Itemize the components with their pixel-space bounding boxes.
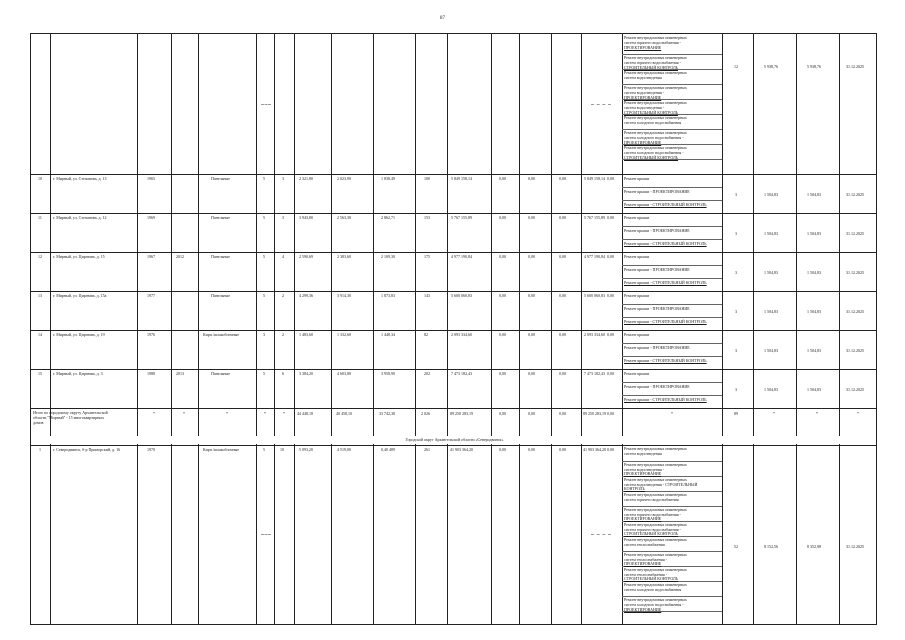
work-line: Ремонт внутридомовых инженерных bbox=[624, 492, 687, 497]
total-dash: * bbox=[857, 411, 859, 416]
work-line: ПРОЕКТИРОВАНИЕ bbox=[624, 471, 662, 476]
row-entrances: 2 bbox=[282, 332, 284, 337]
work-count: 3 bbox=[735, 309, 737, 314]
row-cost: 0,00 bbox=[559, 293, 566, 298]
row-area-total: 5 093,20 bbox=[299, 447, 313, 452]
deadline-date: 31.12.2025 bbox=[846, 544, 864, 549]
row-entrances: 3 bbox=[282, 176, 284, 181]
row-line bbox=[31, 252, 877, 253]
row-cost: 7 473 182,43 bbox=[584, 371, 605, 376]
work-line: Ремонт внутридомовых инженерных bbox=[624, 115, 687, 120]
work-separator bbox=[622, 200, 722, 201]
work-line: Ремонт крыши bbox=[624, 371, 650, 376]
row-floors: 5 bbox=[263, 254, 265, 259]
rate-value: 8 352,98 bbox=[807, 544, 821, 549]
work-line: систем водоотведения - bbox=[624, 467, 665, 472]
row-line bbox=[31, 330, 877, 331]
total-cost-total: 89 250 283,19 bbox=[450, 411, 473, 416]
total-label: области "Мирный" - 15 многоквартирных bbox=[33, 415, 105, 420]
row-year: 1967 bbox=[147, 254, 155, 259]
row-cost: 0,00 bbox=[528, 293, 535, 298]
row-line bbox=[31, 174, 877, 175]
row-cost-total: 4 977 190,84 bbox=[451, 254, 472, 259]
work-separator bbox=[622, 187, 722, 188]
col-line bbox=[447, 34, 448, 624]
work-line: систем водоотведения - bbox=[624, 90, 665, 95]
row-address: г. Мирный, ул. Циргвава, д. 19 bbox=[53, 332, 105, 337]
row-cost: 0,00 bbox=[559, 215, 566, 220]
row-area-living: 2 023,90 bbox=[337, 176, 351, 181]
col-line bbox=[753, 34, 754, 624]
total-cost: 0,00 bbox=[607, 411, 614, 416]
deadline-date: 31.12.2025 bbox=[846, 309, 864, 314]
row-address: г. Мирный, ул. Циргвава, д. 15а bbox=[53, 293, 107, 298]
row-line bbox=[31, 408, 877, 409]
row-number: 12 bbox=[38, 254, 42, 259]
row-cost: 0,00 bbox=[607, 371, 614, 376]
row-cost-total: 2 093 334,60 bbox=[451, 332, 472, 337]
row-residents: 153 bbox=[424, 215, 430, 220]
row-residents: 175 bbox=[424, 254, 430, 259]
work-line: ПРОЕКТИРОВАНИЕ bbox=[624, 140, 662, 145]
row-entrances: 3 bbox=[282, 215, 284, 220]
row-year: 1976 bbox=[147, 332, 155, 337]
row-cost: 0,00 bbox=[607, 176, 614, 181]
row-cost: 0,00 bbox=[559, 332, 566, 337]
row-cost: 0,00 bbox=[607, 447, 614, 452]
row-area-living: 3 914,30 bbox=[337, 293, 351, 298]
row-year: 1977 bbox=[147, 293, 155, 298]
work-line: Ремонт внутридомовых инженерных bbox=[624, 477, 687, 482]
total-dash: * bbox=[283, 411, 285, 416]
work-line: СТРОИТЕЛЬНЫЙ КОНТРОЛЬ bbox=[624, 110, 679, 115]
row-cost-total: 41 903 364,20 bbox=[450, 447, 473, 452]
row-material: Панельные bbox=[211, 371, 231, 376]
work-line: Ремонт внутридомовых инженерных bbox=[624, 85, 687, 90]
work-line: систем теплоснабжения - bbox=[624, 557, 668, 562]
work-line: Ремонт крыши - СТРОИТЕЛЬНЫЙ КОНТРОЛЬ bbox=[624, 241, 707, 246]
work-line: Ремонт внутридомовых инженерных bbox=[624, 597, 687, 602]
work-line: СТРОИТЕЛЬНЫЙ КОНТРОЛЬ bbox=[624, 65, 679, 70]
row-area-res: 3 958,90 bbox=[381, 371, 395, 376]
row-cost: 4 977 190,84 bbox=[584, 254, 605, 259]
work-line: Ремонт внутридомовых инженерных bbox=[624, 130, 687, 135]
blank-mark bbox=[591, 104, 611, 105]
row-cost: 0,00 bbox=[499, 293, 506, 298]
work-line: Ремонт крыши - СТРОИТЕЛЬНЫЙ КОНТРОЛЬ bbox=[624, 202, 707, 207]
work-count: 3 bbox=[735, 231, 737, 236]
row-residents: 100 bbox=[424, 176, 430, 181]
work-line: ПРОЕКТИРОВАНИЕ bbox=[624, 607, 662, 612]
col-line bbox=[551, 34, 552, 624]
total-cost: 0,00 bbox=[559, 411, 566, 416]
work-line: Ремонт внутридомовых инженерных bbox=[624, 55, 687, 60]
work-line: Ремонт внутридомовых инженерных bbox=[624, 582, 687, 587]
row-address: г. Северодвинск, б-р Приморский, д. 16 bbox=[53, 447, 121, 452]
total-dash: * bbox=[671, 411, 673, 416]
total-work-count: 89 bbox=[734, 411, 738, 416]
col-line bbox=[294, 34, 295, 624]
work-separator bbox=[622, 239, 722, 240]
row-cost: 0,00 bbox=[528, 332, 535, 337]
row-material: Панельные bbox=[211, 176, 231, 181]
row-cost: 0,00 bbox=[499, 332, 506, 337]
work-line: СТРОИТЕЛЬНЫЙ КОНТРОЛЬ bbox=[624, 531, 679, 536]
row-area-total: 2 321,80 bbox=[299, 176, 313, 181]
work-line: Ремонт крыши bbox=[624, 332, 650, 337]
total-area-total: 44 448,18 bbox=[297, 411, 313, 416]
work-line: систем горячего водоснабжения - bbox=[624, 40, 681, 45]
work-line: Ремонт крыши - СТРОИТЕЛЬНЫЙ КОНТРОЛЬ bbox=[624, 319, 707, 324]
work-line: Ремонт внутридомовых инженерных bbox=[624, 522, 687, 527]
col-line bbox=[581, 34, 582, 624]
work-line: Ремонт крыши bbox=[624, 215, 650, 220]
total-cost: 89 250 283,19 bbox=[583, 411, 606, 416]
work-line: Ремонт крыши - ПРОЕКТИРОВАНИЕ bbox=[624, 267, 690, 272]
row-floors: 5 bbox=[263, 447, 265, 452]
row-line bbox=[31, 291, 877, 292]
row-year: 1988 bbox=[147, 371, 155, 376]
work-line: ПРОЕКТИРОВАНИЕ bbox=[624, 516, 662, 521]
work-count: 3 bbox=[735, 387, 737, 392]
work-line: Ремонт крыши - ПРОЕКТИРОВАНИЕ bbox=[624, 384, 690, 389]
work-separator bbox=[622, 317, 722, 318]
row-cost-total: 5 767 155,89 bbox=[451, 215, 472, 220]
work-count: 3 bbox=[735, 348, 737, 353]
row-year: 1970 bbox=[147, 447, 155, 452]
total-cost: 0,00 bbox=[499, 411, 506, 416]
work-line: Ремонт крыши - ПРОЕКТИРОВАНИЕ bbox=[624, 228, 690, 233]
row-address: г. Мирный, ул. Степанова, д. 13 bbox=[53, 176, 107, 181]
row-number: 1 bbox=[39, 447, 41, 452]
row-area-res: 2 109,30 bbox=[381, 254, 395, 259]
row-cost: 0,00 bbox=[499, 371, 506, 376]
row-cost: 0,00 bbox=[607, 332, 614, 337]
row-cost-total: 7 473 182,43 bbox=[451, 371, 472, 376]
work-line: систем холодного водоснабжения - bbox=[624, 135, 684, 140]
work-line: систем холодного водоснабжения bbox=[624, 120, 682, 125]
work-line: систем горячего водоснабжения bbox=[624, 497, 679, 502]
work-count: 52 bbox=[734, 544, 738, 549]
row-year-repair: 2012 bbox=[176, 254, 184, 259]
work-separator bbox=[622, 395, 722, 396]
rate-value: 1 504,83 bbox=[764, 348, 778, 353]
row-residents: 202 bbox=[424, 371, 430, 376]
row-area-total: 1 483,60 bbox=[299, 332, 313, 337]
work-separator bbox=[622, 265, 722, 266]
row-area-living: 2 563,30 bbox=[337, 215, 351, 220]
deadline-date: 31.12.2025 bbox=[846, 348, 864, 353]
total-dash: * bbox=[773, 411, 775, 416]
work-line: систем холодного водоснабжения - bbox=[624, 602, 684, 607]
row-area-living: 2 383,60 bbox=[337, 254, 351, 259]
row-material: Кирп./шлакоблочные bbox=[203, 332, 240, 337]
row-entrances: 6 bbox=[282, 371, 284, 376]
row-year-repair: 2013 bbox=[176, 371, 184, 376]
row-cost: 0,00 bbox=[499, 176, 506, 181]
work-line: Ремонт крыши - СТРОИТЕЛЬНЫЙ КОНТРОЛЬ bbox=[624, 358, 707, 363]
row-material: Панельные bbox=[211, 215, 231, 220]
row-number: 13 bbox=[38, 293, 42, 298]
row-area-total: 3 384,20 bbox=[299, 371, 313, 376]
row-cost: 0,00 bbox=[528, 371, 535, 376]
col-line bbox=[171, 34, 172, 624]
row-cost: 2 093 334,60 bbox=[584, 332, 605, 337]
row-cost: 0,00 bbox=[607, 215, 614, 220]
work-line: Ремонт крыши bbox=[624, 293, 650, 298]
rate-value: 5 938,76 bbox=[764, 64, 778, 69]
blank-mark bbox=[591, 534, 611, 535]
total-dash: * bbox=[153, 411, 155, 416]
col-line bbox=[415, 34, 416, 624]
work-line: Ремонт внутридомовых инженерных bbox=[624, 446, 687, 451]
work-separator bbox=[622, 356, 722, 357]
row-line bbox=[31, 213, 877, 214]
col-line bbox=[839, 34, 840, 624]
row-cost: 0,00 bbox=[528, 215, 535, 220]
rate-value: 1 504,83 bbox=[807, 270, 821, 275]
total-dash: * bbox=[183, 411, 185, 416]
rate-value: 1 504,83 bbox=[764, 387, 778, 392]
col-line bbox=[256, 34, 257, 624]
row-area-living: 4 603,80 bbox=[337, 371, 351, 376]
row-cost: 0,00 bbox=[559, 176, 566, 181]
work-line: Ремонт внутридомовых инженерных bbox=[624, 70, 687, 75]
work-separator bbox=[622, 278, 722, 279]
row-cost: 5 600 060,83 bbox=[584, 293, 605, 298]
row-cost: 0,00 bbox=[559, 254, 566, 259]
work-line: Ремонт крыши - ПРОЕКТИРОВАНИЕ bbox=[624, 189, 690, 194]
total-cost: 0,00 bbox=[528, 411, 535, 416]
work-separator bbox=[622, 382, 722, 383]
col-line bbox=[796, 34, 797, 624]
work-line: Ремонт внутридомовых инженерных bbox=[624, 35, 687, 40]
work-line: Ремонт внутридомовых инженерных bbox=[624, 145, 687, 150]
work-line: Ремонт крыши - СТРОИТЕЛЬНЫЙ КОНТРОЛЬ bbox=[624, 280, 707, 285]
work-line: Ремонт внутридомовых инженерных bbox=[624, 552, 687, 557]
row-cost: 0,00 bbox=[499, 254, 506, 259]
row-residents: 261 bbox=[424, 447, 430, 452]
row-number: 11 bbox=[38, 215, 42, 220]
work-line: КОНТРОЛЬ bbox=[624, 486, 645, 491]
row-cost: 5 849 158,14 bbox=[584, 176, 605, 181]
row-area-living: 1 332,60 bbox=[337, 332, 351, 337]
work-line: СТРОИТЕЛЬНЫЙ КОНТРОЛЬ bbox=[624, 155, 679, 160]
row-cost-total: 5 849 158,14 bbox=[451, 176, 472, 181]
work-line: Ремонт внутридомовых инженерных bbox=[624, 567, 687, 572]
row-cost: 0,00 bbox=[528, 254, 535, 259]
row-area-living: 4 519,00 bbox=[337, 447, 351, 452]
col-line bbox=[722, 34, 723, 624]
row-area-res: 1 838,49 bbox=[381, 176, 395, 181]
work-line: СТРОИТЕЛЬНЫЙ КОНТРОЛЬ bbox=[624, 576, 679, 581]
total-residents: 2 026 bbox=[421, 411, 430, 416]
blank-mark bbox=[261, 534, 271, 535]
work-line: Ремонт внутридомовых инженерных bbox=[624, 100, 687, 105]
work-line: ПРОЕКТИРОВАНИЕ bbox=[624, 95, 662, 100]
row-cost: 0,00 bbox=[607, 293, 614, 298]
row-cost: 0,00 bbox=[559, 447, 566, 452]
row-area-res: 0,40 489 bbox=[381, 447, 395, 452]
work-line: ПРОЕКТИРОВАНИЕ bbox=[624, 45, 662, 50]
work-line: систем водоотведения bbox=[624, 75, 662, 80]
work-line: систем горячего водоснабжения - bbox=[624, 527, 681, 532]
row-cost: 0,00 bbox=[528, 447, 535, 452]
work-line: Ремонт внутридомовых инженерных bbox=[624, 462, 687, 467]
col-line bbox=[50, 34, 51, 624]
deadline-date: 31.12.2025 bbox=[846, 64, 864, 69]
row-entrances: 2 bbox=[282, 293, 284, 298]
work-line: ПРОЕКТИРОВАНИЕ bbox=[624, 561, 662, 566]
row-address: г. Мирный, ул. Степанова, д. 12 bbox=[53, 215, 107, 220]
rate-value: 1 504,83 bbox=[807, 231, 821, 236]
row-area-total: 2 590,69 bbox=[299, 254, 313, 259]
total-label: Итого по городскому округу Архангельской bbox=[33, 410, 108, 415]
blank-mark bbox=[261, 104, 271, 105]
total-dash: * bbox=[816, 411, 818, 416]
total-dash: * bbox=[264, 411, 266, 416]
work-line: Ремонт крыши - ПРОЕКТИРОВАНИЕ bbox=[624, 306, 690, 311]
deadline-date: 31.12.2025 bbox=[846, 387, 864, 392]
col-line bbox=[331, 34, 332, 624]
deadline-date: 31.12.2025 bbox=[846, 270, 864, 275]
rate-value: 1 504,83 bbox=[764, 192, 778, 197]
rate-value: 1 504,83 bbox=[764, 309, 778, 314]
total-label: домов bbox=[33, 420, 44, 425]
work-count: 12 bbox=[734, 64, 738, 69]
row-cost: 0,00 bbox=[528, 176, 535, 181]
col-line bbox=[137, 34, 138, 624]
row-floors: 5 bbox=[263, 215, 265, 220]
work-line: систем теплоснабжения bbox=[624, 542, 665, 547]
rate-value: 1 504,83 bbox=[807, 387, 821, 392]
housing-repair-table bbox=[30, 33, 877, 625]
col-line bbox=[491, 34, 492, 624]
rate-value: 1 504,83 bbox=[807, 348, 821, 353]
work-line: систем холодного водоснабжения - bbox=[624, 150, 684, 155]
row-number: 14 bbox=[38, 332, 42, 337]
deadline-date: 31.12.2025 bbox=[846, 192, 864, 197]
row-cost: 0,00 bbox=[499, 447, 506, 452]
work-count: 3 bbox=[735, 192, 737, 197]
work-line: Ремонт крыши bbox=[624, 254, 650, 259]
work-line: систем горячего водоснабжения - bbox=[624, 512, 681, 517]
work-line: Ремонт крыши - СТРОИТЕЛЬНЫЙ КОНТРОЛЬ bbox=[624, 397, 707, 402]
row-year: 1965 bbox=[147, 176, 155, 181]
row-year: 1969 bbox=[147, 215, 155, 220]
row-material: Панельные bbox=[211, 293, 231, 298]
work-line: Ремонт внутридомовых инженерных bbox=[624, 537, 687, 542]
row-area-res: 1 448,34 bbox=[381, 332, 395, 337]
row-area-res: 2 862,71 bbox=[381, 215, 395, 220]
row-residents: 143 bbox=[424, 293, 430, 298]
row-number: 15 bbox=[38, 371, 42, 376]
rate-value: 1 504,83 bbox=[764, 270, 778, 275]
work-line: Ремонт внутридомовых инженерных bbox=[624, 507, 687, 512]
row-entrances: 4 bbox=[282, 254, 284, 259]
row-residents: 82 bbox=[424, 332, 428, 337]
row-material: Панельные bbox=[211, 254, 231, 259]
row-entrances: 10 bbox=[280, 447, 284, 452]
work-line: систем теплоснабжения - bbox=[624, 572, 668, 577]
col-line bbox=[373, 34, 374, 624]
rate-value: 1 504,83 bbox=[764, 231, 778, 236]
rate-value: 5 938,76 bbox=[807, 64, 821, 69]
work-line: систем водоотведения bbox=[624, 451, 662, 456]
row-cost: 41 903 364,20 bbox=[583, 447, 606, 452]
work-line: систем горячего водоснабжения - bbox=[624, 60, 681, 65]
row-cost: 0,00 bbox=[607, 254, 614, 259]
total-area-res: 33 742,38 bbox=[379, 411, 395, 416]
row-area-total: 4 299,36 bbox=[299, 293, 313, 298]
work-separator bbox=[622, 226, 722, 227]
row-cost: 5 767 155,89 bbox=[584, 215, 605, 220]
row-floors: 3 bbox=[263, 332, 265, 337]
col-line bbox=[519, 34, 520, 624]
row-area-res: 1 873,83 bbox=[381, 293, 395, 298]
rate-value: 1 504,83 bbox=[807, 309, 821, 314]
row-address: г. Мирный, ул. Циргвава, д. 15 bbox=[53, 254, 105, 259]
row-line bbox=[31, 369, 877, 370]
row-area-total: 3 943,80 bbox=[299, 215, 313, 220]
work-line: систем водоотведения - СТРОИТЕЛЬНЫЙ bbox=[624, 482, 698, 487]
page-number: 87 bbox=[440, 16, 445, 21]
total-area-living: 40 458,10 bbox=[336, 411, 352, 416]
work-count: 3 bbox=[735, 270, 737, 275]
work-line: Ремонт крыши bbox=[624, 176, 650, 181]
deadline-date: 31.12.2025 bbox=[846, 231, 864, 236]
rate-value: 8 152,56 bbox=[764, 544, 778, 549]
row-floors: 5 bbox=[263, 176, 265, 181]
row-floors: 5 bbox=[263, 371, 265, 376]
row-address: г. Мирный, ул. Циргвава, д. 3 bbox=[53, 371, 103, 376]
work-line: систем водоотведения - bbox=[624, 105, 665, 110]
row-material: Кирп./шлакоблочные bbox=[203, 447, 240, 452]
work-line: Ремонт крыши - ПРОЕКТИРОВАНИЕ bbox=[624, 345, 690, 350]
work-separator bbox=[622, 304, 722, 305]
col-line bbox=[274, 34, 275, 624]
row-number: 10 bbox=[38, 176, 42, 181]
row-cost-total: 5 600 060,83 bbox=[451, 293, 472, 298]
row-cost: 0,00 bbox=[559, 371, 566, 376]
section-title: Городской округ Архангельской области «Северодвинск» bbox=[31, 436, 877, 444]
row-floors: 5 bbox=[263, 293, 265, 298]
rate-value: 1 504,83 bbox=[807, 192, 821, 197]
row-cost: 0,00 bbox=[499, 215, 506, 220]
col-line bbox=[198, 34, 199, 624]
total-dash: * bbox=[226, 411, 228, 416]
row-line bbox=[31, 445, 877, 446]
work-line: систем холодного водоснабжения bbox=[624, 587, 682, 592]
work-separator bbox=[622, 343, 722, 344]
